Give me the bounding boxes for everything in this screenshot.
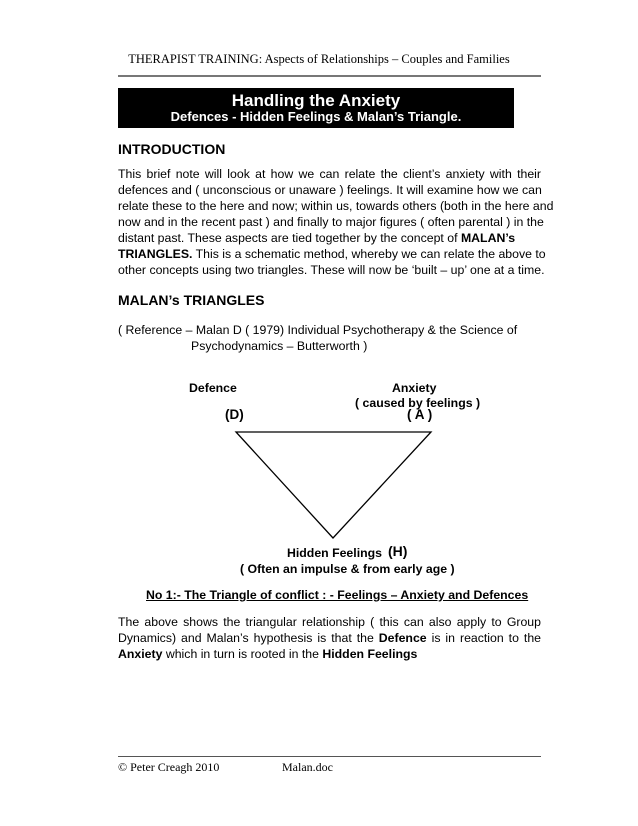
intro-line-text: This is a schematic method, whereby we can relate the above to bbox=[192, 247, 546, 261]
reference-line-1: ( Reference – Malan D ( 1979) Individual Psychotherapy & the Science of bbox=[118, 323, 518, 337]
closing-line bbox=[118, 647, 417, 661]
intro-line: defences and ( unconscious or unaware ) feelings. It will examine how we can bbox=[118, 183, 542, 197]
malan-heading: MALAN’s TRIANGLES bbox=[118, 292, 265, 308]
intro-line bbox=[118, 231, 541, 245]
triangle-shape bbox=[236, 432, 431, 538]
diagram-caption: No 1:- The Triangle of conflict : - Feelings – Anxiety and Defences bbox=[146, 588, 529, 602]
closing-text: which in turn is rooted in the bbox=[162, 647, 323, 661]
defence-label: Defence bbox=[189, 381, 237, 395]
defence-emphasis: Defence bbox=[378, 631, 427, 645]
hidden-feelings-label: Hidden Feelings bbox=[287, 546, 382, 560]
anxiety-code: ( A ) bbox=[407, 407, 433, 422]
anxiety-label: Anxiety bbox=[392, 381, 437, 395]
closing-line: The above shows the triangular relationship ( this can also apply to Group bbox=[118, 615, 541, 629]
footer-filename: Malan.doc bbox=[282, 760, 333, 774]
closing-text: Dynamics) and Malan’s hypothesis is that the bbox=[118, 631, 379, 645]
closing-text: is in reaction to the bbox=[426, 631, 541, 645]
hidden-feelings-emphasis: Hidden Feelings bbox=[322, 647, 418, 661]
malan-emphasis: MALAN’s bbox=[460, 231, 516, 245]
footer-copyright: © Peter Creagh 2010 bbox=[118, 760, 220, 774]
running-header: THERAPIST TRAINING: Aspects of Relationships – Couples and Families bbox=[128, 52, 510, 66]
intro-line-text: distant past. These aspects are tied together by the concept of bbox=[118, 231, 461, 245]
defence-code: (D) bbox=[225, 407, 244, 422]
anxiety-emphasis: Anxiety bbox=[118, 647, 163, 661]
intro-line: now and in the recent past ) and finally to major figures ( often parental ) in the bbox=[118, 215, 544, 229]
intro-line: This brief note will look at how we can relate the client’s anxiety with their bbox=[118, 167, 541, 181]
introduction-heading: INTRODUCTION bbox=[118, 141, 226, 157]
intro-line: relate these to the here and now; within us, towards others (both in the here and bbox=[118, 199, 554, 213]
closing-line bbox=[118, 631, 541, 645]
page-title: Handling the Anxiety bbox=[231, 91, 401, 110]
title-block bbox=[118, 88, 514, 128]
footer-rule bbox=[118, 756, 541, 757]
reference-line-2: Psychodynamics – Butterworth ) bbox=[191, 339, 368, 353]
hidden-feelings-code: (H) bbox=[388, 543, 408, 559]
header-rule bbox=[118, 75, 541, 77]
triangles-emphasis: TRIANGLES. bbox=[118, 247, 193, 261]
intro-line: other concepts using two triangles. These will now be ‘built – up’ one at a time. bbox=[118, 263, 545, 277]
page-subtitle: Defences - Hidden Feelings & Malan’s Triangle. bbox=[170, 109, 462, 124]
intro-line bbox=[118, 247, 546, 261]
anxiety-subtitle: ( caused by feelings ) bbox=[355, 396, 481, 410]
hidden-feelings-subtitle: ( Often an impulse & from early age ) bbox=[240, 562, 455, 576]
